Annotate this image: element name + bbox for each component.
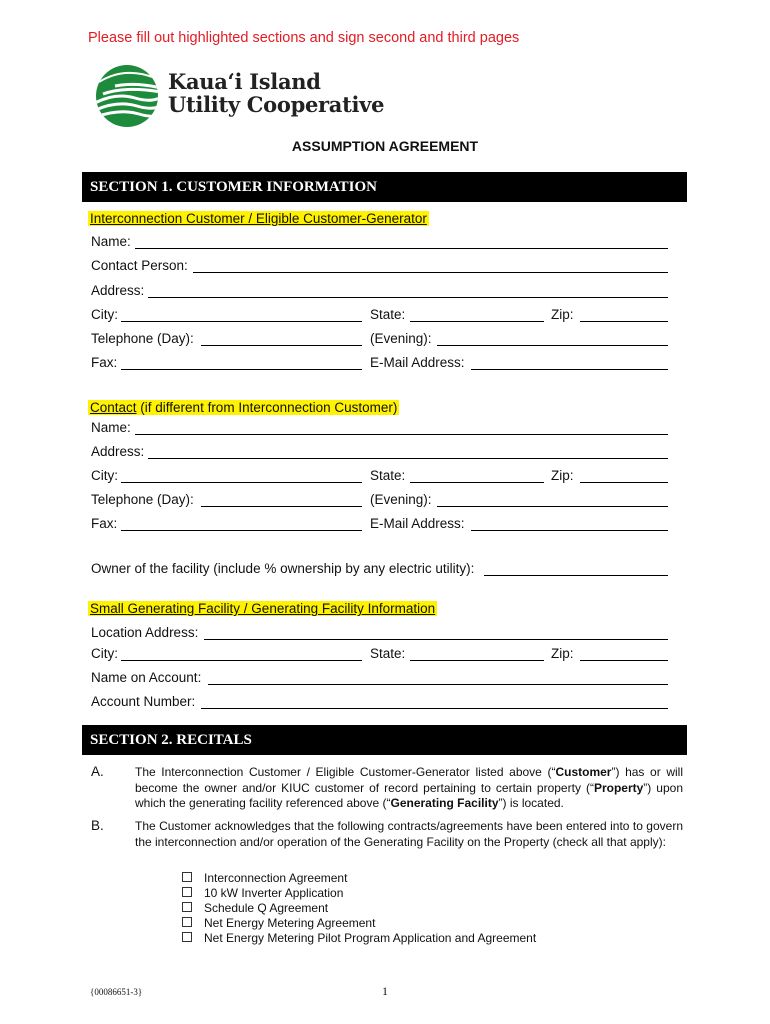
page-number: 1 <box>382 984 388 998</box>
contact-city-field[interactable] <box>121 482 362 483</box>
checkbox[interactable] <box>182 887 192 897</box>
contact-telephone-label: Telephone (Day): <box>91 492 194 507</box>
contact-email-field[interactable] <box>471 530 668 531</box>
recital-a-part4: ”) is located. <box>498 796 564 810</box>
name-on-account-field[interactable] <box>208 684 668 685</box>
checkbox[interactable] <box>182 902 192 912</box>
section1-heading: SECTION 1. CUSTOMER INFORMATION <box>82 172 687 202</box>
checklist-label: Schedule Q Agreement <box>204 901 329 915</box>
section2-heading: SECTION 2. RECITALS <box>82 725 687 755</box>
contact-state-field[interactable] <box>410 482 544 483</box>
wordmark-line1: Kaua‘i Island <box>168 69 321 94</box>
customer-email-label: E-Mail Address: <box>370 355 465 370</box>
document-title <box>0 138 770 154</box>
contact-heading <box>88 400 399 415</box>
recital-b-letter: B. <box>91 818 104 833</box>
contact-person-label: Contact Person: <box>91 258 188 273</box>
customer-address-field[interactable] <box>148 297 668 298</box>
customer-name-field[interactable] <box>135 248 668 249</box>
customer-zip-field[interactable] <box>580 321 668 322</box>
document-reference: {00086651-3} <box>90 987 143 997</box>
owner-label: Owner of the facility (include % ownership by any electric utility): <box>91 561 475 576</box>
facility-zip-label: Zip: <box>551 646 574 661</box>
facility-state-field[interactable] <box>410 660 544 661</box>
recital-a-part2: ”) has or will become the owner and/or KIUC customer of record pertaining to certain property (“ <box>135 765 683 795</box>
recital-a-property-term: Property <box>593 780 644 795</box>
contact-state-label: State: <box>370 468 406 483</box>
checklist-label: Interconnection Agreement <box>204 871 348 885</box>
contact-evening-label: (Evening): <box>370 492 432 507</box>
facility-city-label: City: <box>91 646 118 661</box>
customer-heading <box>88 211 429 226</box>
customer-fax-label: Fax: <box>91 355 118 370</box>
customer-email-field[interactable] <box>471 369 668 370</box>
customer-heading-text: Interconnection Customer / Eligible Customer-Generator <box>90 211 427 226</box>
customer-name-label: Name: <box>91 234 131 249</box>
checklist-label: Net Energy Metering Pilot Program Application and Agreement <box>204 931 537 945</box>
name-on-account-label: Name on Account: <box>91 670 202 685</box>
recital-a-part1: The Interconnection Customer / Eligible Customer-Generator listed above (“ <box>135 765 556 779</box>
customer-telephone-label: Telephone (Day): <box>91 331 194 346</box>
contact-evening-field[interactable] <box>437 506 668 507</box>
checklist-label: 10 kW Inverter Application <box>204 886 344 900</box>
owner-field[interactable] <box>484 575 668 576</box>
customer-city-field[interactable] <box>121 321 362 322</box>
recital-a-customer-term: Customer <box>555 765 612 779</box>
account-number-field[interactable] <box>201 708 668 709</box>
contact-fax-label: Fax: <box>91 516 118 531</box>
recital-a-text <box>135 765 683 812</box>
checklist-item <box>182 931 536 946</box>
facility-city-field[interactable] <box>121 660 362 661</box>
contact-email-label: E-Mail Address: <box>370 516 465 531</box>
customer-zip-label: Zip: <box>551 307 574 322</box>
location-address-label: Location Address: <box>91 625 199 640</box>
contact-person-field[interactable] <box>193 272 668 273</box>
contact-address-label: Address: <box>91 444 145 459</box>
checkbox[interactable] <box>182 917 192 927</box>
facility-state-label: State: <box>370 646 406 661</box>
checklist-item <box>182 871 536 886</box>
contact-zip-label: Zip: <box>551 468 574 483</box>
fill-out-notice: Please fill out highlighted sections and sign second and third pages <box>88 30 520 46</box>
contact-name-field[interactable] <box>135 434 668 435</box>
checklist-label: Net Energy Metering Agreement <box>204 916 376 930</box>
contact-heading-underlined: Contact <box>90 400 137 415</box>
kiuc-globe-logo-icon <box>95 64 159 128</box>
facility-heading <box>88 601 437 616</box>
wordmark-line2: Utility Cooperative <box>168 92 385 117</box>
checklist-item <box>182 916 536 931</box>
contact-fax-field[interactable] <box>121 530 362 531</box>
customer-evening-label: (Evening): <box>370 331 432 346</box>
customer-telephone-field[interactable] <box>201 345 362 346</box>
customer-evening-field[interactable] <box>437 345 668 346</box>
contact-city-label: City: <box>91 468 118 483</box>
contact-telephone-field[interactable] <box>201 506 362 507</box>
recital-a-part3: ”) upon which the generating facility referenced above (“ <box>135 780 683 810</box>
checkbox[interactable] <box>182 872 192 882</box>
contact-name-label: Name: <box>91 420 131 435</box>
location-address-field[interactable] <box>204 639 668 640</box>
facility-heading-text: Small Generating Facility / Generating Facility Information <box>90 601 436 616</box>
customer-city-label: City: <box>91 307 118 322</box>
customer-state-field[interactable] <box>410 321 544 322</box>
customer-state-label: State: <box>370 307 406 322</box>
recital-a-facility-term: Generating Facility <box>390 796 499 810</box>
kiuc-wordmark <box>168 70 384 116</box>
agreements-checklist <box>182 871 536 946</box>
contact-address-field[interactable] <box>148 458 668 459</box>
recital-a-letter: A. <box>91 764 104 779</box>
facility-zip-field[interactable] <box>580 660 668 661</box>
customer-address-label: Address: <box>91 283 145 298</box>
account-number-label: Account Number: <box>91 694 196 709</box>
recital-b-text: The Customer acknowledges that the following contracts/agreements have been entered into to govern the interconnection and/or operation of the Generating Facility on the Property (check all that apply): <box>135 819 683 849</box>
customer-fax-field[interactable] <box>121 369 362 370</box>
checkbox[interactable] <box>182 932 192 942</box>
checklist-item <box>182 901 536 916</box>
contact-zip-field[interactable] <box>580 482 668 483</box>
checklist-item <box>182 886 536 901</box>
contact-heading-rest: (if different from Interconnection Customer) <box>136 400 398 415</box>
document-title-text: ASSUMPTION AGREEMENT <box>291 138 479 154</box>
